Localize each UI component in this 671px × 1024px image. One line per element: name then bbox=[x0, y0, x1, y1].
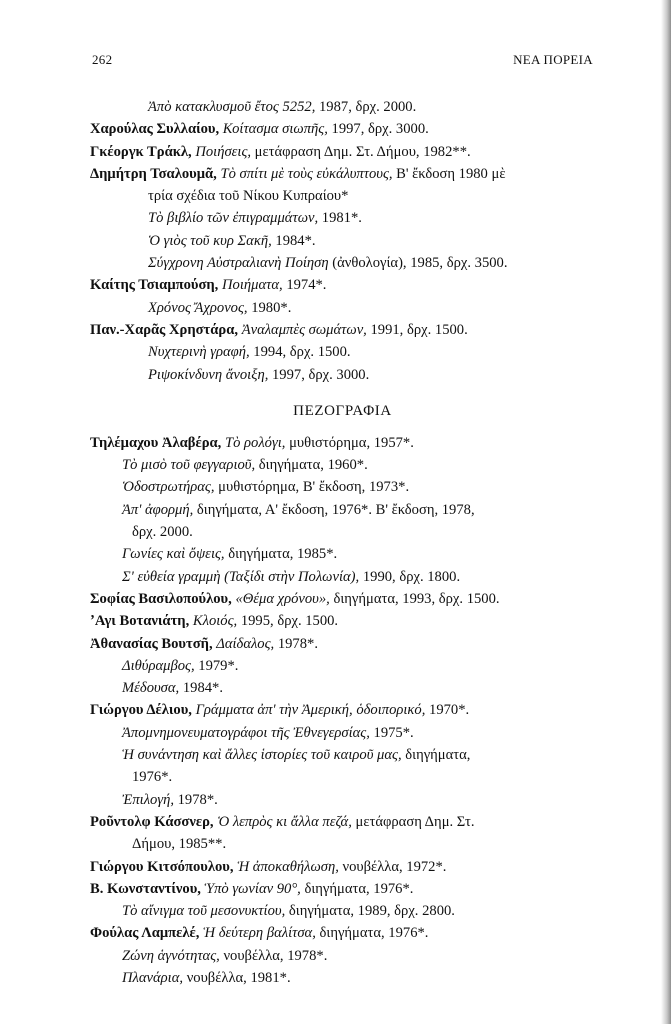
entry-title: Μέδουσα, bbox=[122, 680, 180, 697]
entry-details: μετάφραση Δημ. Στ. Δήμου, 1982**. bbox=[254, 143, 471, 160]
entry-title: Ἀπ' ἀφορμή, bbox=[122, 501, 194, 518]
entry-details: διηγήματα, 1976*. bbox=[319, 925, 429, 942]
entry-details: 1981*. bbox=[321, 210, 362, 227]
entry-details: τρία σχέδια τοῦ Νίκου Κυπραίου* bbox=[148, 188, 349, 205]
entry-details: διηγήματα, 1976*. bbox=[304, 880, 414, 897]
entry-line bbox=[90, 521, 595, 543]
entry-line bbox=[90, 454, 595, 476]
entry-details: διηγήματα, 1985*. bbox=[228, 546, 338, 563]
entry-title: Ποιήσεις, bbox=[195, 143, 252, 160]
entry-line bbox=[90, 699, 595, 721]
entry-line bbox=[90, 499, 595, 521]
entry-details: Β' ἔκδοση 1980 μὲ bbox=[396, 165, 506, 182]
entry-line bbox=[90, 476, 595, 498]
entry-details: διηγήματα, 1960*. bbox=[258, 457, 368, 474]
entry-author: Καίτης Τσιαμπούση, bbox=[90, 277, 219, 294]
entry-details: 1975*. bbox=[373, 724, 414, 741]
page-number: 262 bbox=[92, 52, 113, 67]
entry-title: Κλοιός, bbox=[192, 613, 238, 630]
entry-line bbox=[90, 945, 595, 967]
entry-details: διηγήματα, 1989, δρχ. 2800. bbox=[288, 903, 455, 920]
entry-details: 1984*. bbox=[182, 680, 223, 697]
entry-line bbox=[90, 96, 595, 118]
entry-title: Ἀπομνημονευματογράφοι τῆς Ἐθνεγερσίας, bbox=[122, 724, 370, 741]
entry-details: 1974*. bbox=[286, 277, 327, 294]
entry-line bbox=[90, 141, 595, 163]
entry-line bbox=[90, 922, 595, 944]
entry-line bbox=[90, 207, 595, 229]
entry-line bbox=[90, 588, 595, 610]
entry-title: Ὁδοστρωτήρας, bbox=[122, 479, 215, 496]
entry-line bbox=[90, 878, 595, 900]
entry-details: 1970*. bbox=[429, 702, 470, 719]
entry-title: Ὁ γιὸς τοῦ κυρ Σακῆ, bbox=[148, 232, 272, 249]
entry-title: «Θέμα χρόνου», bbox=[235, 590, 330, 607]
entry-line bbox=[90, 364, 595, 386]
entry-line bbox=[90, 811, 595, 833]
entry-author: Β. Κωνσταντίνου, bbox=[90, 880, 201, 897]
entry-details: 1978*. bbox=[177, 791, 218, 808]
page-edge-shadow bbox=[661, 0, 671, 1024]
entry-line bbox=[90, 655, 595, 677]
entry-details: 1991, δρχ. 1500. bbox=[370, 321, 468, 338]
entry-title: Τὸ σπίτι μὲ τοὺς εὐκάλυπτους, bbox=[220, 165, 393, 182]
entry-details: νουβέλλα, 1981*. bbox=[186, 969, 291, 986]
entry-details: 1995, δρχ. 1500. bbox=[240, 613, 339, 630]
entry-title: Ἡ συνάντηση καὶ ἄλλες ἱστορίες τοῦ καιροῦ μας, bbox=[122, 747, 402, 764]
entry-author: Παν.-Χαρᾶς Χρηστάρα, bbox=[90, 321, 239, 338]
entry-details: (ἀνθολογία), 1985, δρχ. 3500. bbox=[332, 255, 508, 272]
entry-details: 1984*. bbox=[275, 232, 316, 249]
section-heading: ΠΕΖΟΓΡΑΦΙΑ bbox=[293, 402, 392, 419]
entry-details: νουβέλλα, 1972*. bbox=[342, 858, 447, 875]
entry-title: Κοίτασμα σιωπῆς, bbox=[222, 121, 328, 138]
entry-details: δρχ. 2000. bbox=[132, 524, 193, 541]
entry-details: διηγήματα, 1993, δρχ. 1500. bbox=[333, 590, 500, 607]
running-head: ΝΕΑ ΠΟΡΕΙΑ bbox=[513, 52, 593, 67]
entry-author: Γιώργου Κιτσόπουλου, bbox=[90, 858, 234, 875]
entry-line bbox=[90, 319, 595, 341]
entry-author: Σοφίας Βασιλοπούλου, bbox=[90, 590, 232, 607]
entry-details: 1976*. bbox=[132, 769, 173, 786]
entry-line bbox=[90, 722, 595, 744]
entry-title: Ὁ λεπρὸς κι ἄλλα πεζά, bbox=[217, 813, 352, 830]
poetry-list bbox=[90, 96, 595, 386]
entry-line bbox=[90, 856, 595, 878]
entry-details: διηγήματα, bbox=[405, 747, 471, 764]
entry-author: Δημήτρη Τσαλουμᾶ, bbox=[90, 165, 217, 182]
entry-title: Ἀναλαμπὲς σωμάτων, bbox=[241, 321, 367, 338]
entry-line bbox=[90, 766, 595, 788]
entry-line bbox=[90, 610, 595, 632]
entry-title: Ριψοκίνδυνη ἄνοιξη, bbox=[148, 366, 269, 383]
entry-title: Ποιήματα, bbox=[222, 277, 283, 294]
entry-details: νουβέλλα, 1978*. bbox=[223, 947, 328, 964]
entry-title: Τὸ βιβλίο τῶν ἐπιγραμμάτων, bbox=[148, 210, 319, 227]
entry-details: 1997, δρχ. 3000. bbox=[272, 366, 370, 383]
entry-title: Ὑπὸ γωνίαν 90°, bbox=[204, 880, 301, 897]
entry-details: 1997, δρχ. 3000. bbox=[331, 121, 429, 138]
entry-title: Ἀπὸ κατακλυσμοῦ ἔτος 5252, bbox=[148, 99, 316, 115]
entry-details: μετάφραση Δημ. Στ. bbox=[355, 813, 475, 830]
entry-title: Ἡ ἀποκαθήλωση, bbox=[237, 858, 339, 875]
entry-title: Ζώνη ἁγνότητας, bbox=[122, 947, 220, 964]
entry-details: 1978*. bbox=[277, 635, 318, 652]
entry-line bbox=[90, 543, 595, 565]
entry-details: μυθιστόρημα, 1957*. bbox=[289, 434, 414, 451]
entry-line bbox=[90, 967, 595, 989]
entry-title: Πλανάρια, bbox=[122, 969, 184, 986]
entry-title: Τὸ μισὸ τοῦ φεγγαριοῦ, bbox=[122, 457, 256, 474]
entry-author: Φούλας Λαμπελέ, bbox=[90, 925, 200, 942]
entry-line bbox=[90, 789, 595, 811]
entry-line bbox=[90, 163, 595, 185]
entry-author: ʼΑγι Βοτανιάτη, bbox=[90, 613, 190, 630]
entry-line bbox=[90, 185, 595, 207]
entry-details: 1987, δρχ. 2000. bbox=[319, 99, 417, 115]
entry-title: Τὸ ρολόγι, bbox=[224, 434, 286, 451]
entry-line bbox=[90, 900, 595, 922]
entry-title: Νυχτερινὴ γραφή, bbox=[148, 344, 250, 361]
entry-line bbox=[90, 833, 595, 855]
entry-line bbox=[90, 744, 595, 766]
entry-line bbox=[90, 118, 595, 140]
entry-line bbox=[90, 566, 595, 588]
entry-line bbox=[90, 341, 595, 363]
entry-line bbox=[90, 633, 595, 655]
entry-title: Ἐπιλογή, bbox=[122, 791, 174, 808]
entry-details: 1980*. bbox=[251, 299, 292, 316]
entry-line bbox=[90, 252, 595, 274]
entry-title: Ἡ δεύτερη βαλίτσα, bbox=[203, 925, 316, 942]
entry-details: 1994, δρχ. 1500. bbox=[253, 344, 351, 361]
entry-line bbox=[90, 677, 595, 699]
entry-details: μυθιστόρημα, Β' ἔκδοση, 1973*. bbox=[218, 479, 410, 496]
entry-line bbox=[90, 432, 595, 454]
entry-author: Ἀθανασίας Βουτσῆ, bbox=[90, 635, 213, 652]
entry-line bbox=[90, 274, 595, 296]
entry-author: Ροῦντολφ Κάσσνερ, bbox=[90, 813, 214, 830]
prose-list bbox=[90, 432, 595, 989]
entry-author: Τηλέμαχου Ἀλαβέρα, bbox=[90, 434, 222, 451]
entry-details: 1979*. bbox=[198, 657, 239, 674]
entry-title: Σύγχρονη Αὐστραλιανὴ Ποίηση bbox=[148, 255, 329, 272]
entry-title: Χρόνος Ἄχρονος, bbox=[148, 299, 248, 316]
entry-title: Διθύραμβος, bbox=[122, 657, 195, 674]
entry-title: Δαίδαλος, bbox=[216, 635, 275, 652]
entry-line bbox=[90, 230, 595, 252]
entry-details: διηγήματα, Α' ἔκδοση, 1976*. Β' ἔκδοση, 1978, bbox=[196, 501, 475, 518]
bibliography bbox=[90, 96, 595, 989]
entry-title: Γράμματα ἀπ' τὴν Ἀμερική, ὁδοιπορικό, bbox=[195, 702, 426, 719]
entry-author: Χαρούλας Συλλαίου, bbox=[90, 121, 220, 138]
entry-author: Γιώργου Δέλιου, bbox=[90, 702, 192, 719]
entry-details: Δήμου, 1985**. bbox=[132, 836, 227, 853]
entry-title: Τὸ αἴνιγμα τοῦ μεσονυκτίου, bbox=[122, 903, 286, 920]
entry-title: Σ' εὐθεία γραμμὴ (Ταξίδι στὴν Πολωνία), bbox=[122, 568, 360, 585]
entry-line bbox=[90, 297, 595, 319]
entry-details: 1990, δρχ. 1800. bbox=[362, 568, 461, 585]
entry-author: Γκέοργκ Τράκλ, bbox=[90, 143, 192, 160]
entry-title: Γωνίες καὶ ὄψεις, bbox=[122, 546, 225, 563]
